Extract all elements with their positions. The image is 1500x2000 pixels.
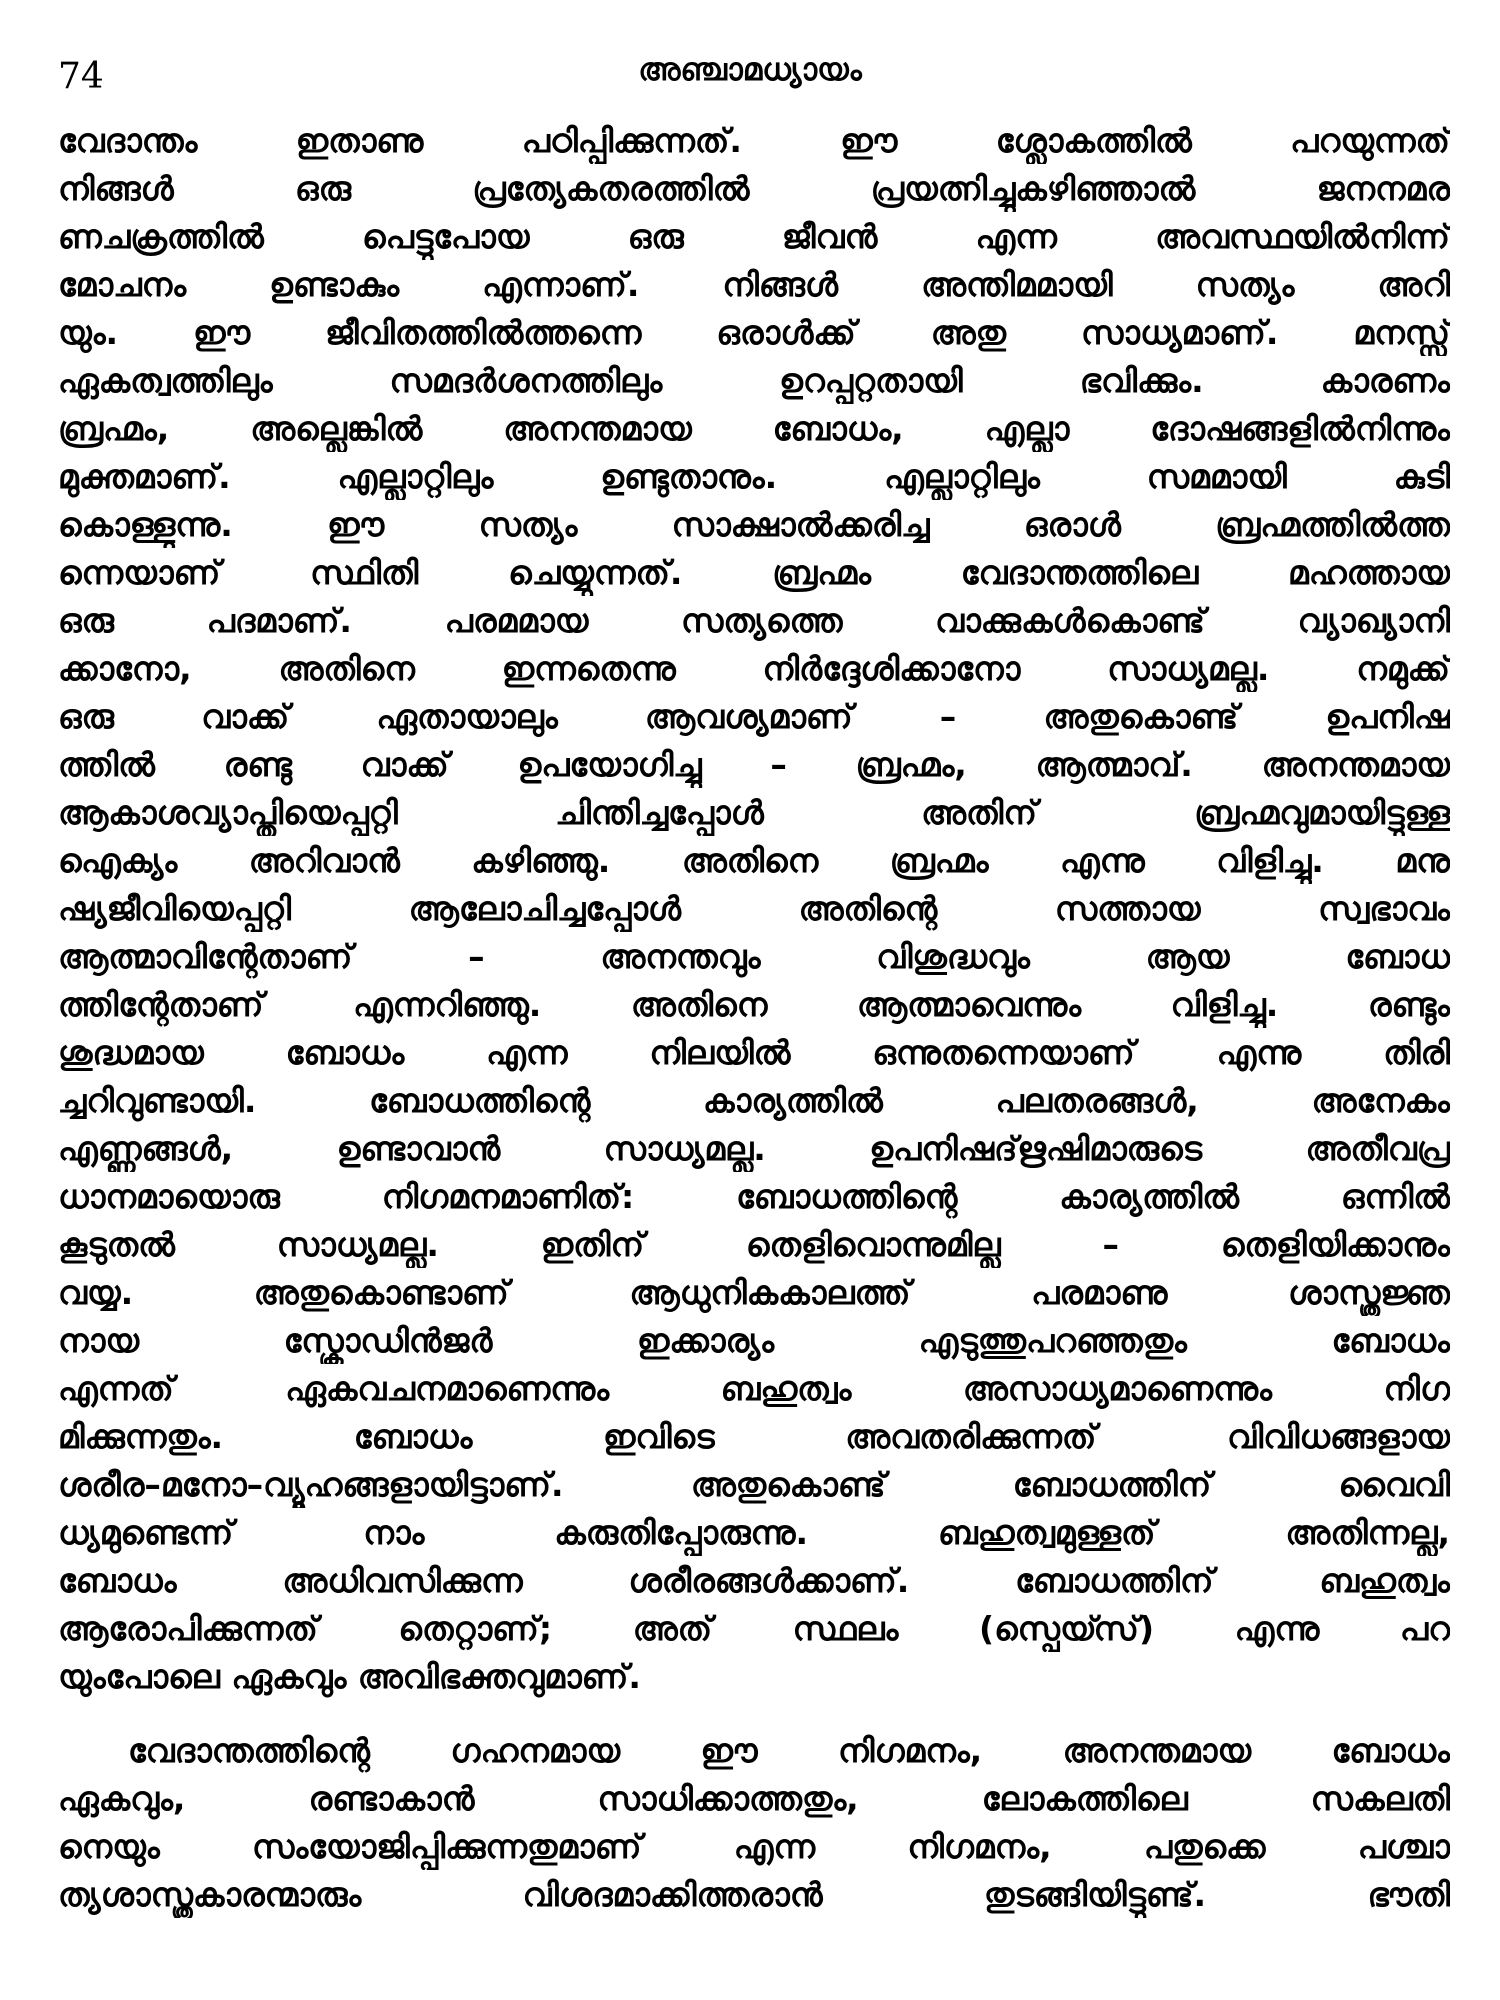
text-line: മുക്തമാണ്. എല്ലാറ്റിലും ഉണ്ടുതാനും. എല്ലാറ്റിലും സമമായി കുടി	[58, 457, 1450, 496]
text-line: ബ്രഹ്മം, അല്ലെങ്കിൽ അനന്തമായ ബോധം, എല്ലാ ദോഷങ്ങളിൽനിന്നും	[58, 409, 1450, 448]
text-line: കൊള്ളുന്നു. ഈ സത്യം സാക്ഷാൽക്കരിച്ച ഒരാൾ ബ്രഹ്മത്തിൽത്ത	[58, 505, 1450, 544]
text-line: ഏകവും, രണ്ടാകാൻ സാധിക്കാത്തതും, ലോകത്തിലെ സകലതി	[58, 1779, 1450, 1818]
text-line: ഏകത്വത്തിലും സമദർശനത്തിലും ഉറപ്പുറ്റതായി ഭവിക്കും. കാരണം	[58, 361, 1450, 400]
text-line: ത്തിന്റേതാണ് എന്നറിഞ്ഞു. അതിനെ ആത്മാവെന്നും വിളിച്ചു. രണ്ടും	[58, 985, 1450, 1024]
chapter-title: അഞ്ചാമധ്യായം	[638, 52, 862, 88]
text-line: ഒരു വാക്ക് ഏതായാലും ആവശ്യമാണ് – അതുകൊണ്ട് ഉപനിഷ	[58, 697, 1450, 736]
text-line: ബോധം അധിവസിക്കുന്ന ശരീരങ്ങൾക്കാണ്. ബോധത്തിന് ബഹുത്വം	[58, 1561, 1450, 1600]
text-line: ഐക്യം അറിവാൻ കഴിഞ്ഞു. അതിനെ ബ്രഹ്മം എന്നു വിളിച്ചു. മനു	[58, 841, 1450, 880]
page-number: 74	[58, 56, 104, 97]
text-line: ണചക്രത്തിൽ പെട്ടുപോയ ഒരു ജീവൻ എന്ന അവസ്ഥയിൽനിന്ന്	[58, 217, 1450, 256]
text-line: ത്യശാസ്ത്രകാരന്മാരും വിശദമാക്കിത്തരാൻ തുടങ്ങിയിട്ടുണ്ട്. ഭൗതി	[58, 1875, 1450, 1914]
text-line: ക്കാനോ, അതിനെ ഇന്നതെന്നു നിർദ്ദേശിക്കാനോ സാധ്യമല്ല. നമുക്ക്	[58, 649, 1450, 688]
text-line: ധാനമായൊരു നിഗമനമാണിത്: ബോധത്തിന്റെ കാര്യത്തിൽ ഒന്നിൽ	[58, 1177, 1450, 1216]
text-line: ശുദ്ധമായ ബോധം എന്ന നിലയിൽ ഒന്നുതന്നെയാണ് എന്നു തിരി	[58, 1033, 1450, 1072]
text-line: വയ്യ. അതുകൊണ്ടാണ് ആധുനികകാലത്ത് പരമാണു ശാസ്ത്രജ്ഞ	[58, 1273, 1450, 1312]
text-line: ആരോപിക്കുന്നത് തെറ്റാണ്; അത് സ്ഥലം (സ്പെയ്സ്) എന്നു പറ	[58, 1609, 1450, 1648]
text-line: എന്നത് ഏകവചനമാണെന്നും ബഹുത്വം അസാധ്യമാണെന്നും നിഗ	[58, 1369, 1450, 1408]
text-line: ധ്യമുണ്ടെന്ന് നാം കരുതിപ്പോരുന്നു. ബഹുത്വമുള്ളത് അതിന്നല്ല,	[58, 1513, 1450, 1552]
text-line: ആകാശവ്യാപ്തിയെപ്പറ്റി ചിന്തിച്ചപ്പോൾ അതിന് ബ്രഹ്മവുമായിട്ടുള്ള	[58, 793, 1450, 832]
text-line: നെയും സംയോജിപ്പിക്കുന്നതുമാണ് എന്ന നിഗമനം, പതുക്കെ പശ്ചാ	[58, 1827, 1450, 1866]
text-line: മോചനം ഉണ്ടാകും എന്നാണ്. നിങ്ങൾ അന്തിമമായി സത്യം അറി	[58, 265, 1450, 304]
text-line: ആത്മാവിന്റേതാണ് – അനന്തവും വിശുദ്ധവും ആയ ബോധ	[58, 937, 1450, 976]
text-line: ഒരു പദമാണ്. പരമമായ സത്യത്തെ വാക്കുകൾകൊണ്ട് വ്യാഖ്യാനി	[58, 601, 1450, 640]
text-line: ശരീര–മനോ–വ്യൂഹങ്ങളായിട്ടാണ്. അതുകൊണ്ട് ബോധത്തിന് വൈവി	[58, 1465, 1450, 1504]
text-line: കൂടുതൽ സാധ്യമല്ല. ഇതിന് തെളിവൊന്നുമില്ല – തെളിയിക്കാനും	[58, 1225, 1450, 1264]
text-line: വേദാന്തം ഇതാണു പഠിപ്പിക്കുന്നത്. ഈ ശ്ലോകത്തിൽ പറയുന്നത്	[58, 121, 1450, 160]
text-line: ച്ചറിവുണ്ടായി. ബോധത്തിന്റെ കാര്യത്തിൽ പലതരങ്ങൾ, അനേകം	[58, 1081, 1450, 1120]
text-line: ത്തിൽ രണ്ടു വാക്ക് ഉപയോഗിച്ചു – ബ്രഹ്മം, ആത്മാവ്. അനന്തമായ	[58, 745, 1450, 784]
text-line: മിക്കുന്നതും. ബോധം ഇവിടെ അവതരിക്കുന്നത് വിവിധങ്ങളായ	[58, 1417, 1450, 1456]
text-line: നായ സ്ക്രോഡിൻജർ ഇക്കാര്യം എടുത്തുപറഞ്ഞതും ബോധം	[58, 1321, 1450, 1360]
text-line: ഷ്യജീവിയെപ്പറ്റി ആലോചിച്ചപ്പോൾ അതിന്റെ സത്തായ സ്വഭാവം	[58, 889, 1450, 928]
text-line: നിങ്ങൾ ഒരു പ്രത്യേകതരത്തിൽ പ്രയത്നിച്ചുകഴിഞ്ഞാൽ ജനനമര	[58, 169, 1450, 208]
text-line: എണ്ണങ്ങൾ, ഉണ്ടാവാൻ സാധ്യമല്ല. ഉപനിഷദ്ഋഷിമാരുടെ അതീവപ്ര	[58, 1129, 1450, 1168]
text-line: യുംപോലെ ഏകവും അവിഭക്തവുമാണ്.	[58, 1657, 641, 1696]
text-line: വേദാന്തത്തിന്റെ ഗഹനമായ ഈ നിഗമനം, അനന്തമായ ബോധം	[128, 1731, 1450, 1770]
text-line: യും. ഈ ജീവിതത്തിൽത്തന്നെ ഒരാൾക്ക് അതു സാധ്യമാണ്. മനസ്സ്	[58, 313, 1450, 352]
text-line: ന്നെയാണ് സ്ഥിതി ചെയ്യുന്നത്. ബ്രഹ്മം വേദാന്തത്തിലെ മഹത്തായ	[58, 553, 1450, 592]
